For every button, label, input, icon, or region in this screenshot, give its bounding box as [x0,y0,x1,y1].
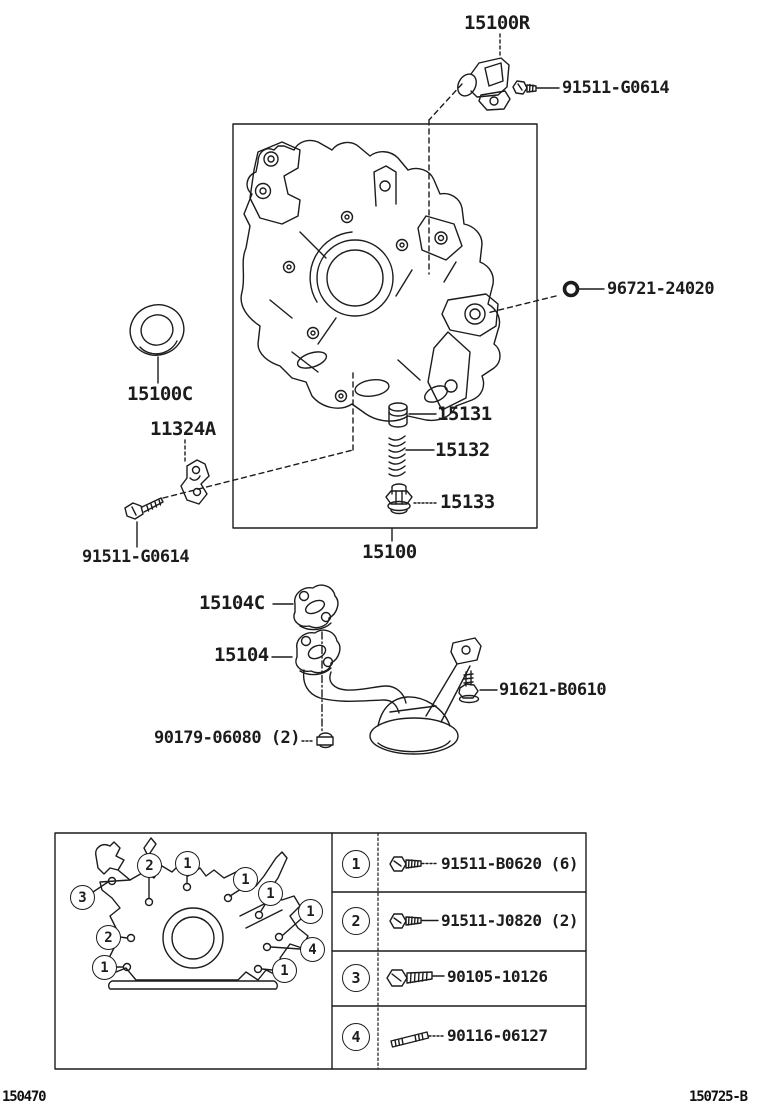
inset-callout: 4 [300,937,325,962]
figure-code-right: 150725-B [689,1089,747,1105]
strainer-gasket-drawing [294,585,338,629]
strainer-drawing [296,630,481,754]
inset-callout: 2 [137,853,162,878]
oil-seal-drawing [124,298,191,362]
part-label-relief-plug: 15133 [440,491,495,513]
part-label-bracket: 11324A [150,418,216,440]
inset-callout: 1 [298,899,323,924]
table-part-number: 90116-06127 [447,1026,548,1045]
inset-callout: 1 [175,851,200,876]
strainer-nut-drawing [317,733,333,748]
table-part-number: 90105-10126 [447,967,548,986]
part-label-strainer-gasket: 15104C [199,592,265,614]
relief-valve-plug-drawing [386,484,412,514]
figure-code-left: 150470 [2,1089,46,1105]
bracket-drawing [181,460,209,504]
inset-callout: 1 [233,867,258,892]
part-label-assembly: 15100 [362,541,417,563]
part-label-o-ring: 96721-24020 [607,279,715,299]
relief-valve-spring-drawing [389,436,405,476]
part-label-strainer-bolt: 91621-B0610 [499,680,607,700]
table-ref-circle: 2 [342,907,370,935]
table-part-number: 91511-J0820 (2) [441,911,578,930]
inset-callout: 2 [96,925,121,950]
table-row4-stud-bolt-icon [391,1032,443,1047]
part-label-relief-spring: 15132 [435,439,490,461]
part-label-oil-seal: 15100C [127,383,193,405]
inset-callout: 3 [70,885,95,910]
main-part-box [233,124,537,528]
part-label-sensor-bolt: 91511-G0614 [562,78,670,98]
part-label-strainer: 15104 [214,644,269,666]
relief-valve-piston-drawing [389,403,407,427]
part-label-bracket-bolt: 91511-G0614 [82,547,190,567]
part-label-strainer-nut: 90179-06080 (2) [154,728,301,748]
table-row3-hex-bolt-icon [387,970,444,986]
bracket-bolt-drawing [125,498,163,519]
inset-callout: 1 [272,958,297,983]
leader-lines [137,34,607,741]
inset-callout: 1 [92,955,117,980]
pump-body-drawing [241,140,500,421]
table-ref-circle: 3 [342,964,370,992]
table-ref-circle: 4 [342,1023,370,1051]
table-part-number: 91511-B0620 (6) [441,854,578,873]
table-ref-circle: 1 [342,850,370,878]
strainer-bolt-drawing [459,671,479,703]
o-ring-drawing [565,283,578,296]
sensor-bolt-drawing [513,81,536,94]
inset-callout: 1 [258,881,283,906]
part-label-relief-piston: 15131 [437,403,492,425]
table-row2-hex-bolt-icon [390,914,438,928]
table-row1-hex-bolt-icon [390,857,438,871]
part-label-sensor: 15100R [464,12,530,34]
